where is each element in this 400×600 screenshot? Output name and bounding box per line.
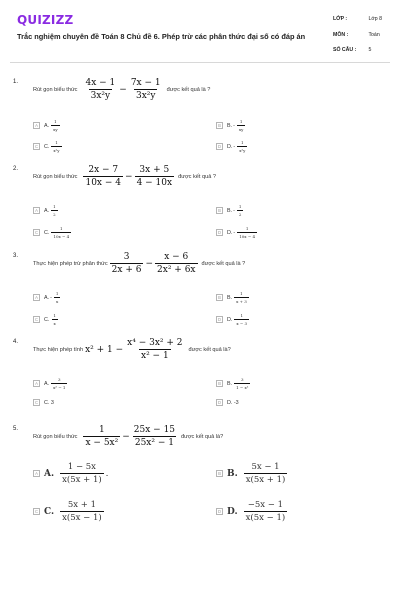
fraction-1 [125, 338, 184, 361]
answer-option-a[interactable] [33, 462, 108, 485]
stem-prefix: Thực hiện phép tính [33, 346, 84, 353]
fraction-1 [83, 425, 120, 448]
question-stem [33, 425, 223, 448]
answer-option-c[interactable] [33, 399, 54, 406]
option-box: B [216, 380, 223, 387]
option-label: C. [44, 229, 50, 236]
option-fraction [51, 377, 67, 390]
denominator: x − 5x² [85, 438, 119, 448]
option-box: A [33, 122, 40, 129]
option-fraction [54, 291, 61, 304]
option-fraction [234, 377, 250, 390]
option-label: D. -3 [227, 399, 239, 406]
document-title: Trắc nghiệm chuyên đề Toán 8 Chủ đề 6. Phép trừ các phân thức đại số có đáp án [17, 32, 306, 41]
numerator: 1 − 5x [67, 462, 96, 472]
option-label: B. [227, 122, 233, 129]
fraction-1 [110, 252, 144, 275]
option-fraction [237, 226, 257, 239]
option-box: C [34, 230, 39, 235]
class-value: Lớp 8 [368, 16, 382, 22]
option-box: D [217, 400, 222, 405]
fraction-2 [129, 78, 163, 101]
numerator: 3 [123, 252, 130, 262]
numerator: 1 [238, 204, 242, 209]
operator: − [122, 431, 130, 442]
option-box: B [216, 470, 223, 477]
option-sign: - [50, 294, 52, 301]
numerator: 5x + 1 [67, 500, 96, 510]
stem-suffix: được kết quả ? [178, 173, 216, 180]
numerator: 1 [240, 313, 244, 318]
denominator: 2 [238, 212, 242, 217]
question-number: 4. [13, 339, 19, 345]
option-fraction [51, 313, 58, 326]
stem-suffix: được kết quả là ? [166, 86, 211, 93]
option-box: B [216, 207, 223, 214]
denominator: x(5x − 1) [62, 513, 102, 523]
numerator: 3 [57, 377, 61, 382]
numerator: 3 [240, 377, 244, 382]
option-fraction [244, 462, 288, 485]
option-label: A. [44, 468, 55, 479]
option-box: A [33, 470, 40, 477]
denominator: x² − 1 [141, 351, 169, 361]
question-number: 5. [13, 426, 19, 432]
option-label: D. [227, 229, 233, 236]
class-label: LỚP : [333, 16, 348, 22]
answer-option-a[interactable] [33, 204, 60, 217]
denominator: x²y [239, 148, 246, 153]
stem-lead-term: x² + 1 − [85, 344, 124, 355]
denominator: x(5x + 1) [62, 475, 102, 485]
denominator: 2 [53, 212, 56, 217]
numerator: x⁴ − 3x² + 2 [127, 338, 183, 348]
option-box: D [217, 230, 222, 235]
denominator: 10x − 4 [85, 178, 122, 188]
denominator: 3x²y [135, 91, 156, 101]
fraction-1 [83, 78, 117, 101]
numerator: 1 [98, 425, 105, 435]
option-label: C. [44, 506, 55, 517]
operator: − [119, 84, 127, 95]
option-box: D [217, 317, 222, 322]
answer-option-d[interactable] [216, 313, 251, 326]
option-label: A. [44, 294, 50, 301]
fraction-2 [132, 425, 177, 448]
numerator: 4x − 1 [85, 78, 116, 88]
option-fraction [244, 500, 288, 523]
denominator: 1 − x² [236, 385, 249, 390]
question-count-value: 5 [368, 47, 372, 53]
answer-option-c[interactable] [33, 140, 64, 153]
denominator: x(5x + 1) [245, 475, 286, 485]
denominator: x [56, 299, 59, 304]
option-fraction [234, 313, 249, 326]
fraction-1 [83, 165, 123, 188]
numerator: 1 [240, 291, 243, 296]
stem-prefix: Rút gọn biểu thức [33, 86, 78, 93]
option-label: A. [44, 380, 50, 387]
answer-option-b[interactable] [216, 291, 251, 304]
option-sign: - [233, 143, 236, 150]
option-fraction [51, 119, 60, 132]
stem-prefix: Rút gọn biểu thức [33, 433, 78, 440]
denominator: 4 − 10x [136, 178, 173, 188]
option-fraction [51, 226, 71, 239]
option-box: A [33, 380, 40, 387]
option-box: C [34, 317, 39, 322]
denominator: x − 3 [236, 321, 248, 326]
denominator: x [53, 321, 56, 326]
subject-row [333, 32, 380, 38]
option-sign: - [233, 207, 235, 214]
option-label: D. [227, 316, 233, 323]
numerator: 1 [60, 226, 63, 231]
option-label: C. [44, 143, 50, 150]
option-label: B. [227, 294, 233, 301]
numerator: 1 [55, 140, 58, 145]
answer-option-b[interactable] [216, 377, 252, 390]
denominator: 2x + 6 [111, 265, 142, 275]
option-label: D. [227, 143, 233, 150]
option-box: A [33, 207, 40, 214]
option-box: C [34, 144, 39, 149]
quizizz-logo: QUIZIZZ [17, 13, 74, 27]
numerator: 1 [245, 226, 249, 231]
option-label: A. [44, 207, 50, 214]
operator: − [125, 171, 133, 182]
stem-suffix: được kết quả là? [188, 346, 231, 353]
operator: − [145, 258, 154, 269]
option-box: A [33, 294, 40, 301]
question-count-label: SỐ CÂU : [333, 47, 357, 53]
answer-option-b[interactable] [216, 462, 289, 485]
denominator: 10x − 4 [53, 234, 70, 239]
option-fraction [60, 500, 104, 523]
numerator: 1 [54, 119, 57, 124]
numerator: 1 [53, 204, 56, 209]
numerator: 5x − 1 [251, 462, 280, 472]
answer-option-c[interactable] [33, 226, 73, 239]
answer-option-a[interactable] [33, 377, 69, 390]
option-label: C. 3 [44, 399, 54, 406]
answer-option-d[interactable] [216, 500, 289, 523]
option-label: B. [227, 468, 238, 479]
question-stem [33, 338, 231, 361]
denominator: 2x² + 6x [157, 265, 196, 275]
denominator: x²y [53, 148, 60, 153]
option-fraction [60, 462, 104, 485]
question-number: 1. [13, 79, 19, 85]
stem-suffix: được kết quả là? [181, 433, 224, 440]
question-stem [33, 252, 245, 275]
numerator: 25x − 15 [133, 425, 176, 435]
numerator: 1 [240, 140, 244, 145]
denominator: xy [238, 127, 244, 132]
option-fraction [237, 204, 244, 217]
numerator: x − 6 [164, 252, 189, 262]
answer-option-b[interactable] [216, 204, 245, 217]
denominator: x² − 1 [53, 385, 66, 390]
subject-label: MÔN : [333, 32, 349, 38]
denominator: x + 3 [236, 299, 247, 304]
answer-option-b[interactable] [216, 119, 247, 132]
question-count-row [333, 47, 371, 53]
option-label: D. [227, 506, 238, 517]
option-fraction [234, 291, 249, 304]
answer-option-c[interactable] [33, 313, 60, 326]
numerator: 1 [239, 119, 243, 124]
option-label: A. [44, 122, 50, 129]
numerator: 2x − 7 [88, 165, 119, 175]
answer-option-c[interactable] [33, 500, 106, 523]
question-stem [33, 78, 210, 101]
numerator: 1 [55, 291, 59, 296]
stem-prefix: Rút gọn biểu thức [33, 173, 78, 180]
option-fraction [51, 140, 61, 153]
option-label: C. [44, 316, 50, 323]
option-box: D [217, 509, 222, 514]
denominator: xy [53, 127, 58, 132]
answer-option-a[interactable] [33, 119, 62, 132]
option-box: B [216, 294, 223, 301]
option-box: B [216, 122, 223, 129]
option-box: C [34, 509, 39, 514]
numerator: −5x − 1 [247, 500, 284, 510]
option-fraction [237, 140, 247, 153]
option-tail: . [105, 469, 109, 478]
question-number: 3. [13, 253, 19, 259]
option-fraction [237, 119, 246, 132]
question-stem [33, 165, 216, 188]
fraction-2 [135, 165, 175, 188]
answer-option-a[interactable] [33, 291, 62, 304]
numerator: 7x − 1 [130, 78, 161, 88]
answer-option-d[interactable] [216, 226, 259, 239]
option-sign: - [233, 122, 235, 129]
header-divider [10, 62, 390, 63]
denominator: 25x² − 1 [134, 438, 174, 448]
option-sign: - [233, 229, 236, 236]
option-fraction [51, 204, 58, 217]
subject-value: Toán [368, 32, 380, 38]
stem-suffix: được kết quả là ? [201, 260, 246, 267]
option-box: D [217, 144, 222, 149]
question-number: 2. [13, 166, 19, 172]
answer-option-d[interactable] [216, 140, 249, 153]
option-label: B. [227, 380, 233, 387]
denominator: x(5x − 1) [245, 513, 286, 523]
denominator: 10x − 4 [239, 234, 255, 239]
fraction-2 [155, 252, 197, 275]
denominator: 3x²y [90, 91, 111, 101]
stem-prefix: Thực hiện phép trừ phân thức [33, 260, 108, 267]
option-label: B. [227, 207, 233, 214]
class-row [333, 16, 382, 22]
option-box: C [34, 400, 39, 405]
numerator: 1 [53, 313, 56, 318]
answer-option-d[interactable] [216, 399, 239, 406]
numerator: 3x + 5 [139, 165, 170, 175]
